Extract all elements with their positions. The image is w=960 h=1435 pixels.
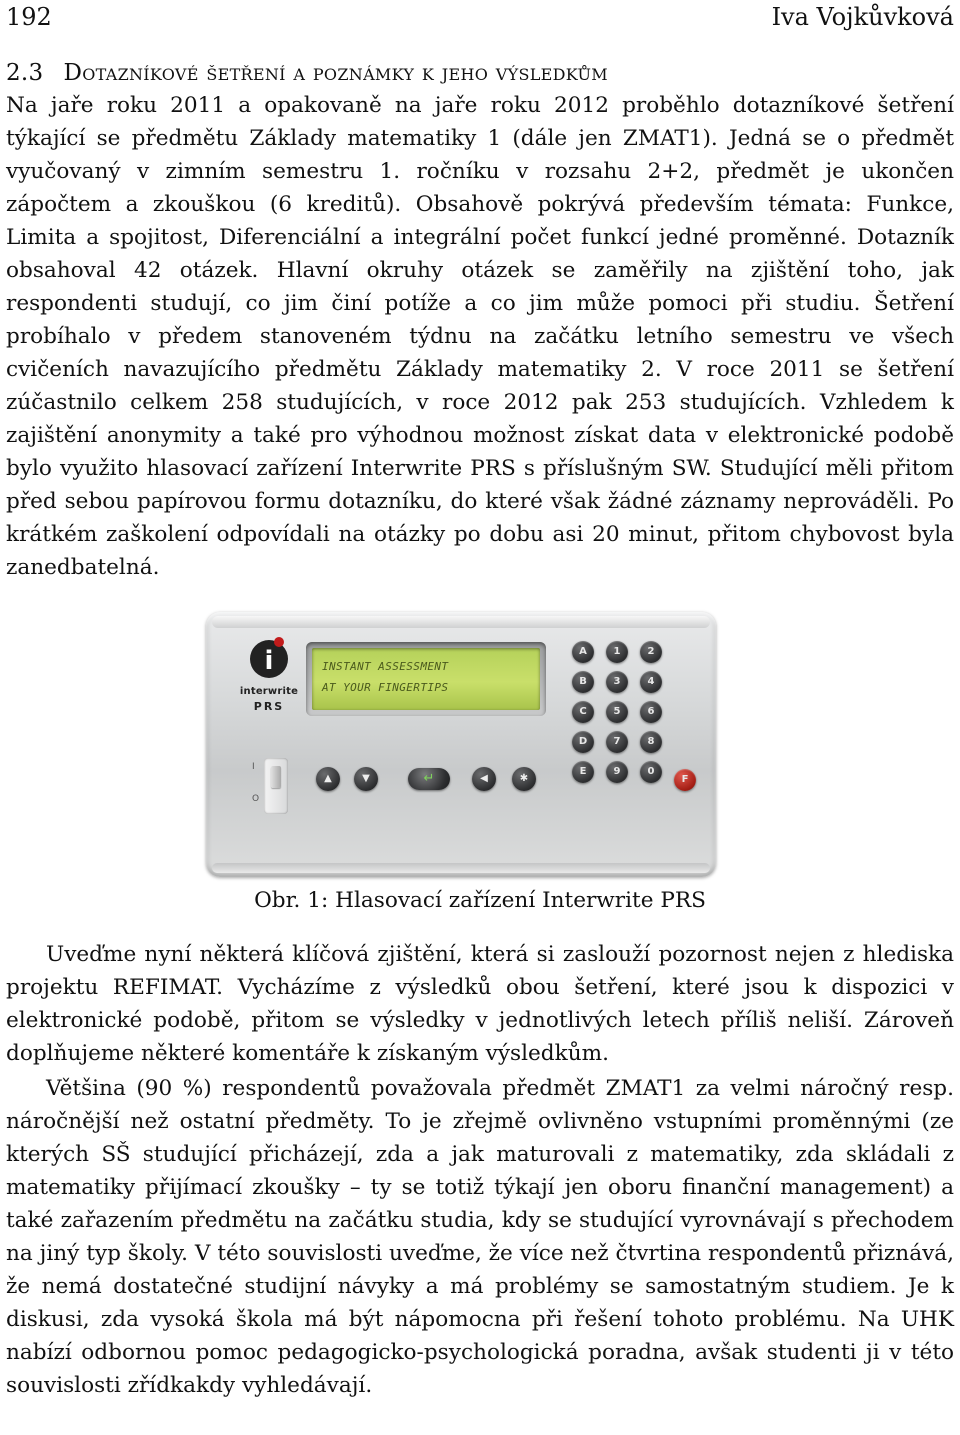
- author-name: Iva Vojkůvková: [771, 3, 954, 31]
- section-number: 2.3: [6, 60, 44, 86]
- up-arrow-icon: ▲: [316, 767, 340, 791]
- key-0: 0: [640, 761, 662, 783]
- device-model: PRS: [253, 700, 285, 713]
- device-brand: interwrite: [239, 686, 299, 697]
- voting-device-image: [206, 612, 716, 877]
- document-page: [6, 0, 954, 1435]
- lcd-line-1: INSTANT ASSESSMENT: [322, 660, 449, 673]
- figure-voting-device: [206, 612, 716, 877]
- device-keypad: [568, 639, 698, 789]
- device-top-rail: [212, 616, 710, 628]
- key-4: 4: [640, 671, 662, 693]
- running-head: [6, 2, 954, 32]
- device-bottom-rail: [212, 863, 710, 873]
- key-7: 7: [606, 731, 628, 753]
- power-switch: [264, 758, 288, 814]
- key-c: C: [572, 701, 594, 723]
- key-8: 8: [640, 731, 662, 753]
- paragraph-difficulty: Většina (90 %) respondentů považovala předmět ZMAT1 za velmi náročný resp. náročnější než ostatní předměty. To je zřejmě ovlivněno vstupními proměnnými (ze kterých SŠ studující přicházejí, zda a jak maturovali z matematiky, zda skládali z matematiky přijímací zkoušky – ty se totiž týkají jen oboru finanční management) a také zařazením předmětu na začátku studia, kdy se studující vyrovnávají s přechodem na jiný typ školy. V této souvislosti uveďme, že více než čtvrtina respondentů přiznává, že nemá dostatečné studijní návyky a má problémy se samostatným studiem. Je k diskusi, zda vysoká škola má být nápomocna při řešení tohoto problému. Na UHK nabízí odbornou pomoc pedagogicko-psychologická poradna, avšak studenti ji v této souvislosti zřídkakdy vyhledávají.: [6, 1076, 955, 1398]
- key-a: A: [572, 641, 594, 663]
- key-f: F: [674, 769, 696, 791]
- left-arrow-icon: ◀: [472, 767, 496, 791]
- key-e: E: [572, 761, 594, 783]
- enter-icon: ↵: [408, 768, 450, 790]
- switch-on-label: I: [252, 762, 255, 772]
- switch-off-label: O: [252, 794, 260, 804]
- lcd-screen: [312, 648, 540, 710]
- key-6: 6: [640, 701, 662, 723]
- key-2: 2: [640, 641, 662, 663]
- key-b: B: [572, 671, 594, 693]
- lcd-line-2: AT YOUR FINGERTIPS: [322, 681, 449, 694]
- interwrite-logo: i interwrite PRS: [234, 640, 304, 718]
- down-arrow-icon: ▼: [354, 767, 378, 791]
- power-switch-knob: [271, 766, 281, 788]
- key-9: 9: [606, 761, 628, 783]
- key-5: 5: [606, 701, 628, 723]
- page-number: 192: [6, 3, 52, 31]
- paragraph-survey-description: Na jaře roku 2011 a opakovaně na jaře roku 2012 proběhlo dotazníkové šetření týkající se předmětu Základy matematiky 1 (dále jen ZMAT1). Jedná se o předmět vyučovaný v zimním semestru 1. ročníku v rozsahu 2+2, předmět je ukončen zápočtem a zkouškou (6 kreditů). Obsahově pokrývá především témata: Funkce, Limita a spojitost, Diferenciální a integrální počet funkcí jedné proměnné. Dotazník obsahoval 42 otázek. Hlavní okruhy otázek se zaměřily na zjištění toho, jak respondenti studují, co jim činí potíže a co jim může pomoci při studiu. Šetření probíhalo v předem stanoveném týdnu na začátku letního semestru ve všech cvičeních navazujícího předmětu Základy matematiky 2. V roce 2011 se šetření zúčastnilo celkem 258 studujících, v roce 2012 pak 253 studujících. Vzhledem k zajištění anonymity a také pro výhodnou možnost získat data v elektronické podobě bylo využito hlasovací zařízení Interwrite PRS s příslušným SW. Studující měli přitom před sebou papírovou formu dotazníku, do které však žádné záznamy neprováděli. Po krátkém zaškolení odpovídali na otázky po dobu asi 20 minut, přitom chybovost byla zanedbatelná.: [6, 93, 954, 580]
- figure-caption: Obr. 1: Hlasovací zařízení Interwrite PRS: [254, 888, 706, 913]
- key-d: D: [572, 731, 594, 753]
- key-3: 3: [606, 671, 628, 693]
- paragraph-key-findings: Uveďme nyní některá klíčová zjištění, která si zaslouží pozornost nejen z hlediska projektu REFIMAT. Vycházíme z výsledků obou šetření, které jsou k dispozici v elektronické podobě, přitom se výsledky v jednotlivých letech příliš neliší. Zároveň doplňujeme některé komentáře k získaným výsledkům.: [6, 942, 954, 1066]
- section-heading: [6, 58, 954, 88]
- asterisk-icon: ✱: [512, 767, 536, 791]
- key-1: 1: [606, 641, 628, 663]
- section-title: Dotazníkové šetření a poznámky k jeho výsledkům: [63, 60, 608, 86]
